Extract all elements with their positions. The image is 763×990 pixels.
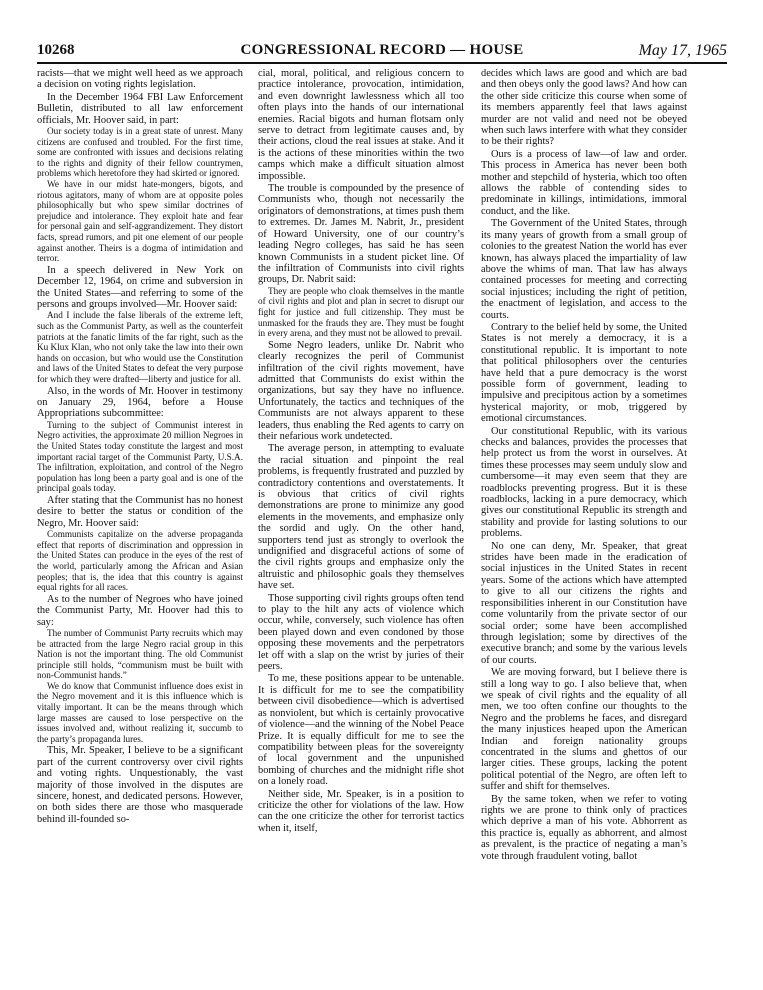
paragraph: The trouble is compounded by the presence of Communists who, though not necessarily the originators of demonstrations, at times push them to extremes. Dr. James M. Nabrit, Jr., president of Howard University, one of our country’s leading Negro colleges, has said he has seen known Communists in a student picket line. Of the infiltration of Communists into civil rights groups, Dr. Nabrit said:	[258, 183, 464, 286]
paragraph: As to the number of Negroes who have joined the Communist Party, Mr. Hoover had this to say:	[37, 593, 243, 628]
paragraph: Contrary to the belief held by some, the United States is not merely a democracy, it is a constitutional republic. It is important to note that political philosophers over the centuries have held that a pure democracy is the worst possible form of government, leading to impulsive and precipitous action by a sometimes hysterical majority, or mob, triggered by emotional circumstances.	[481, 321, 687, 425]
column-1	[37, 68, 243, 825]
quoted-paragraph: And I include the false liberals of the extreme left, such as the Communist Party, as well as the counterfeit patriots at the fanatic limits of the far right, such as the Ku Klux Klan, who not only take the law into their own hands on occasion, but who would use the Constitution and laws of the United States to defeat the very purpose for which they were drafted—liberty and justice for all.	[37, 310, 243, 384]
paragraph: Our constitutional Republic, with its various checks and balances, provides the processes that help protect us from the worst in ourselves. At times these processes may seem unduly slow and cumbersome—it may even seem that they are roadblocks preventing progress. But it is these roadblocks, lacking in a pure democracy, which gives our constitutional Republic its strength and stability and provide for lasting solutions to our problems.	[481, 425, 687, 540]
quoted-paragraph: Our society today is in a great state of unrest. Many citizens are confused and troubled. For the first time, some are confronted with issues and decisions relating to the rights and dignity of their fellow countrymen, problems which heretofore they had skirted or ignored.	[37, 126, 243, 179]
paragraph: We are moving forward, but I believe there is still a long way to go. I also believe that, when we speak of civil rights and the equality of all men, we too often confine our thoughts to the Negro and the problems he faces, and disregard the many injustices heaped upon the American Indian and foreign nationality groups concentrated in the slums and ghettos of our larger cities. These groups, lacking the potent political potential of the Negro, are often left to suffer and shift for themselves.	[481, 667, 687, 793]
paragraph: The average person, in attempting to evaluate the racial situation and pinpoint the real problems, is frequently frustrated and puzzled by contradictory contentions and overstatements. It is obvious that critics of civil rights demonstrations are prone to minimize any good elements in the movements, and emphasize only the sordid and ugly. On the other hand, supporters tend just as strongly to overlook the undignified and disgraceful actions of some of the civil rights groups and emphasize only the altruistic and philosophic goals they themselves have set.	[258, 443, 464, 592]
quoted-paragraph: They are people who cloak themselves in the mantle of civil rights and plot and plan in secret to disrupt our fight for justice and full citizenship. They must be unmasked for the frauds they are. They must be fought in every arena, and they must not be allowed to prevail.	[258, 285, 464, 339]
page-header	[37, 42, 727, 64]
column-3	[481, 68, 687, 862]
publication-title: CONGRESSIONAL RECORD — HOUSE	[240, 42, 524, 58]
paragraph: decides which laws are good and which are bad and then obeys only the good laws? And how can the other side criticize this course when some of its members apparently feel that laws against murder are not valid and need not be obeyed when such laws interfere with what they consider to be their rights?	[481, 68, 687, 148]
quoted-paragraph: The number of Communist Party recruits which may be attracted from the large Negro racial group in this Nation is not the important thing. The old Communist principle still holds, “communism must be built with non-Communist hands.”	[37, 627, 243, 681]
paragraph: By the same token, when we refer to voting rights we are prone to think only of practices which deprive a man of his vote. Abhorrent as this practice is, equally as abhorrent, and almost as prevalent, is the practice of negating a man’s vote through fraudulent voting, ballot	[481, 793, 687, 862]
quoted-paragraph: Turning to the subject of Communist interest in Negro activities, the approximate 20 million Negroes in the United States today constitute the largest and most important racial target of the Communist Party, U.S.A. The infiltration, exploitation, and control of the Negro population has long been a party goal and is one of the principal goals today.	[37, 419, 243, 494]
paragraph: Some Negro leaders, unlike Dr. Nabrit who clearly recognizes the peril of Communist infiltration of the civil rights movement, have admitted that Communists do exist within the organizations, but say they have no influence. Unfortunately, the tactics and techniques of the Communists are not always apparent to these leaders, thus enabling the Red agents to carry on their nefarious work undetected.	[258, 339, 464, 442]
page-number: 10268	[37, 42, 75, 58]
paragraph: cial, moral, political, and religious concern to practice intolerance, provocation, intimidation, and even downright lawlessness which all too often plays into the hands of our international enemies. Racial bigots and human flotsam only serve to detract from legitimate causes and, by their actions, cloud the real issues at stake. And it is the actions of these minorities within the two camps which make a difficult situation almost impossible.	[258, 68, 464, 182]
paragraph: Ours is a process of law—of law and order. This process in America has never been both mother and stepchild of hysteria, which too often allows the rabble of contending sides to predominate in killings, intimidations, immoral conduct, and the like.	[481, 148, 687, 217]
paragraph: In a speech delivered in New York on December 12, 1964, on crime and subversion in the United States—and referring to some of the persons and groups involved—Mr. Hoover said:	[37, 264, 243, 310]
paragraph: This, Mr. Speaker, I believe to be a significant part of the current controversy over civil rights and voting rights. Unquestionably, the vast majority of those involved in the disputes are sincere, honest, and dedicated persons. However, on both sides there are those who masquerade behind ill-founded so-	[37, 745, 243, 825]
paragraph: Also, in the words of Mr. Hoover in testimony on January 29, 1964, before a House Appropriations subcommittee:	[37, 385, 243, 420]
paragraph: In the December 1964 FBI Law Enforcement Bulletin, distributed to all law enforcement officials, Mr. Hoover said, in part:	[37, 91, 243, 126]
paragraph: No one can deny, Mr. Speaker, that great strides have been made in the eradication of social injustices in the United States in recent years. Some of the actions which have attempted to give to all our citizens the rights and responsibilities inherent in our Constitution have come voluntarily from the private sector of our social order; some have been accomplished through legislation; some by directives of the executive branch; and some by the various levels of our courts.	[481, 540, 687, 666]
paragraph: racists—that we might well heed as we approach a decision on voting rights legislation.	[37, 68, 243, 91]
paragraph: Those supporting civil rights groups often tend to play to the hilt any acts of violence which occur, while, conversely, such violence has often been played down and even condoned by those opposing these movements and the perpetrators let off with a slap on the wrist by juries of their peers.	[258, 592, 464, 673]
paragraph: To me, these positions appear to be untenable. It is difficult for me to see the compatibility between civil disobedience—which is advertised as nonviolent, but which is certainly provocative of violence—and the winning of the Nobel Peace Prize. It is equally difficult for me to see the compatibility between pleas for the sovereignty of local government and the unpunished bombing of churches and the midnight rifle shot on a lonely road.	[258, 673, 464, 788]
paragraph: Neither side, Mr. Speaker, is in a position to criticize the other for violations of the law. How can the one criticize the other for terrorist tactics when it, itself,	[258, 788, 464, 834]
issue-date: May 17, 1965	[638, 42, 727, 59]
quoted-paragraph: We do know that Communist influence does exist in the Negro movement and it is this influence which is vitally important. It can be the means through which large masses are caused to lose perspective on the issues involved and, without realizing it, succumb to the party’s propaganda lures.	[37, 680, 243, 744]
paragraph: After stating that the Communist has no honest desire to better the status or condition of the Negro, Mr. Hoover said:	[37, 494, 243, 529]
header-rule	[37, 62, 727, 64]
quoted-paragraph: Communists capitalize on the adverse propaganda effect that reports of discrimination and oppression in the United States can produce in the eyes of the rest of the world, particularly among the African and Asian peoples; that is, the idea that this country is against equal rights for all races.	[37, 529, 243, 593]
paragraph: The Government of the United States, through its many years of growth from a small group of colonies to the greatest Nation the world has ever known, has always placed the impartiality of law above the whims of man. That law has always contained processes for meeting and correcting social injustices; including the right of petition, the enactment of legislation, and access to the courts.	[481, 218, 687, 321]
quoted-paragraph: We have in our midst hate-mongers, bigots, and riotous agitators, many of whom are at opposite poles philosophically but who spew similar doctrines of prejudice and intolerance. They exploit hate and fear for personal gain and self-aggrandizement. They distort facts, spread rumors, and pit one element of our people against another. Theirs is a dogma of intimidation and terror.	[37, 179, 243, 264]
column-2	[258, 68, 464, 834]
